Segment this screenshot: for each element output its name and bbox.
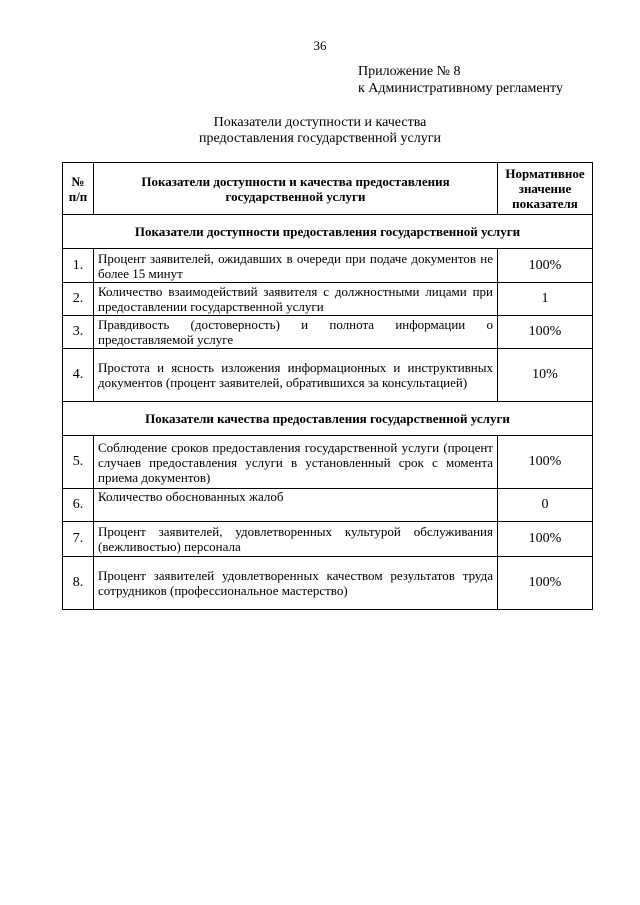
row-num: 8. xyxy=(63,557,94,610)
section-row-accessibility xyxy=(63,215,593,249)
row-name: Соблюдение сроков предоставления государственной услуги (процент случаев предоставления услуги в установленный срок с момента приема документов) xyxy=(94,436,498,489)
table-row xyxy=(63,283,593,316)
row-value: 100% xyxy=(498,522,593,557)
table-header-row xyxy=(63,163,593,215)
table-row xyxy=(63,436,593,489)
table-row xyxy=(63,349,593,402)
row-num: 6. xyxy=(63,489,94,522)
row-value: 0 xyxy=(498,489,593,522)
row-num: 7. xyxy=(63,522,94,557)
header-value: Нормативное значение показателя xyxy=(498,163,593,215)
row-name: Процент заявителей удовлетворенных качеством результатов труда сотрудников (профессиональное мастерство) xyxy=(94,557,498,610)
row-name: Правдивость (достоверность) и полнота информации о предоставляемой услуге xyxy=(94,316,498,349)
header-name: Показатели доступности и качества предоставления государственной услуги xyxy=(94,163,498,215)
row-num: 4. xyxy=(63,349,94,402)
table-row xyxy=(63,522,593,557)
document-title xyxy=(0,115,640,147)
row-value: 100% xyxy=(498,436,593,489)
row-name: Процент заявителей, ожидавших в очереди при подаче документов не более 15 минут xyxy=(94,249,498,283)
appendix-line-1: Приложение № 8 xyxy=(358,64,461,79)
header-num: № п/п xyxy=(63,163,94,215)
row-value: 1 xyxy=(498,283,593,316)
row-num: 2. xyxy=(63,283,94,316)
table-row xyxy=(63,249,593,283)
row-value: 100% xyxy=(498,316,593,349)
section-title: Показатели качества предоставления государственной услуги xyxy=(63,402,593,436)
row-value: 10% xyxy=(498,349,593,402)
title-line-2: предоставления государственной услуги xyxy=(199,131,441,146)
table-row xyxy=(63,489,593,522)
row-name: Процент заявителей, удовлетворенных культурой обслуживания (вежливостью) персонала xyxy=(94,522,498,557)
section-row-quality xyxy=(63,402,593,436)
row-num: 1. xyxy=(63,249,94,283)
row-num: 3. xyxy=(63,316,94,349)
row-name: Количество взаимодействий заявителя с должностными лицами при предоставлении государственной услуги xyxy=(94,283,498,316)
section-title: Показатели доступности предоставления государственной услуги xyxy=(63,215,593,249)
appendix-heading xyxy=(358,63,563,97)
page-number: 36 xyxy=(313,38,327,53)
row-name: Простота и ясность изложения информационных и инструктивных документов (процент заявителей, обратившихся за консультацией) xyxy=(94,349,498,402)
appendix-line-2: к Административному регламенту xyxy=(358,81,563,96)
row-value: 100% xyxy=(498,249,593,283)
indicators-table xyxy=(62,162,593,610)
table-row xyxy=(63,316,593,349)
table-row xyxy=(63,557,593,610)
row-num: 5. xyxy=(63,436,94,489)
title-line-1: Показатели доступности и качества xyxy=(213,115,427,130)
row-value: 100% xyxy=(498,557,593,610)
row-name: Количество обоснованных жалоб xyxy=(94,489,498,522)
